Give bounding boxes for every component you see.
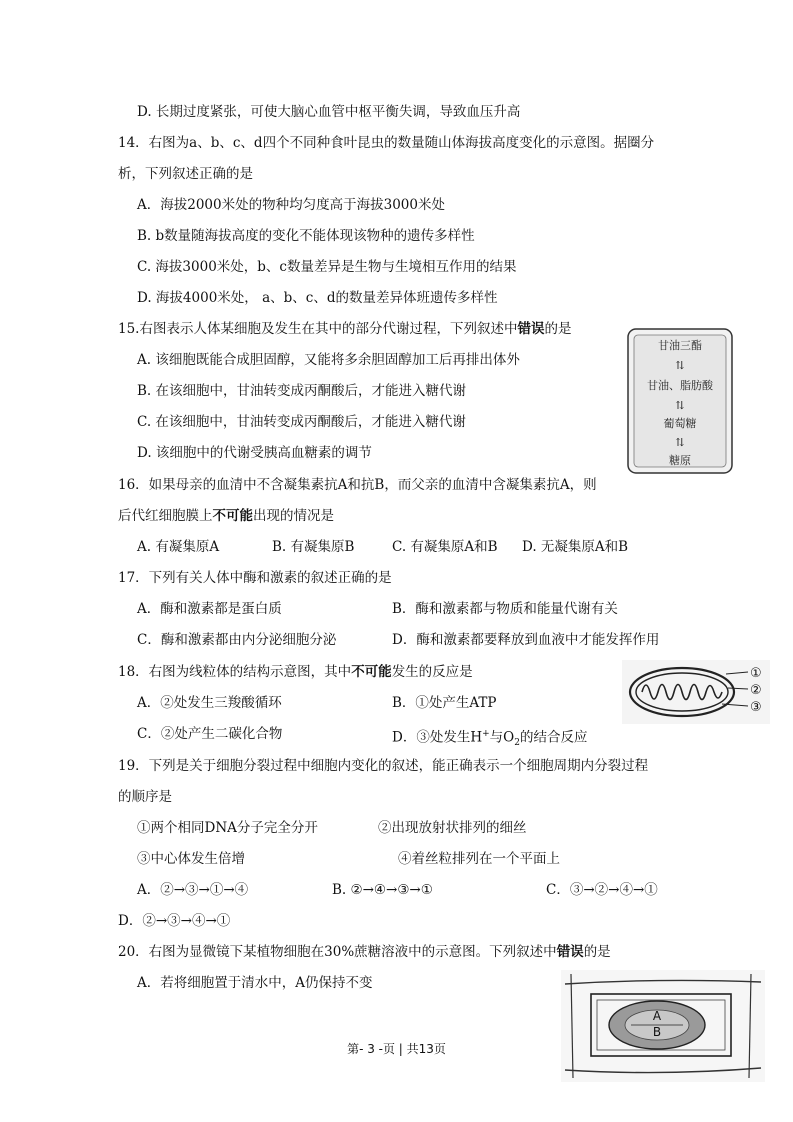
q19-stem-line2: 的顺序是 <box>118 789 172 805</box>
q17-stem: 17．下列有关人体中酶和激素的叙述正确的是 <box>118 570 392 586</box>
q14-option-b: B. b数量随海拔高度的变化不能体现该物种的遗传多样性 <box>137 228 475 244</box>
plant-cell-diagram <box>561 970 765 1082</box>
q17-option-a: A．酶和激素都是蛋白质 <box>137 601 282 617</box>
q15-option-c: C. 在该细胞中，甘油转变成丙酮酸后，才能进入糖代谢 <box>137 414 466 430</box>
diagram-label-triglyceride: 甘油三酯 <box>658 339 702 352</box>
q16-stem-line2: 后代红细胞膜上不可能出现的情况是 <box>118 508 334 524</box>
q19-item-1: ①两个相同DNA分子完全分开 <box>137 820 318 836</box>
diagram-label-glycogen: 糖原 <box>669 454 691 467</box>
q14-option-d: D. 海拔4000米处， a、b、c、d的数量差异体班遗传多样性 <box>137 290 498 306</box>
q19-option-a: A．②→③→①→④ <box>137 882 249 898</box>
q17-option-b: B．酶和激素都与物质和能量代谢有关 <box>392 601 618 617</box>
arrow-up-down-icon: ⇅ <box>675 359 685 372</box>
diagram-label-glycerol-fatty-acid: 甘油、脂肪酸 <box>647 379 713 392</box>
q19-option-c: C．③→②→④→① <box>546 882 658 898</box>
q16-stem-line1: 16．如果母亲的血清中不含凝集素抗A和抗B，而父亲的血清中含凝集素抗A，则 <box>118 477 597 493</box>
q18-option-b: B．①处产生ATP <box>392 695 497 711</box>
label-b: B <box>652 1025 662 1039</box>
mitochondrion-diagram <box>622 660 770 724</box>
q18-stem: 18．右图为线粒体的结构示意图，其中不可能发生的反应是 <box>118 664 473 680</box>
q14-stem-line2: 析，下列叙述正确的是 <box>118 166 253 182</box>
q19-option-d: D．②→③→④→① <box>118 913 231 929</box>
q19-stem-line1: 19．下列是关于细胞分裂过程中细胞内变化的叙述，能正确表示一个细胞周期内分裂过程 <box>118 758 649 774</box>
q13-option-d: D. 长期过度紧张，可使大脑心血管中枢平衡失调，导致血压升高 <box>137 104 521 120</box>
q18-option-d: D．③处发生H+与$O_2$的结合反应 <box>392 729 588 749</box>
q18-option-c: C．②处产生二碳化合物 <box>137 726 283 742</box>
q19-item-4: ④着丝粒排列在一个平面上 <box>398 851 560 867</box>
q15-option-b: B. 在该细胞中，甘油转变成丙酮酸后，才能进入糖代谢 <box>137 383 467 399</box>
diagram-label-glucose: 葡萄糖 <box>663 417 697 430</box>
label-outer-membrane: ① <box>750 666 762 681</box>
label-matrix: ③ <box>750 700 762 715</box>
q16-option-d: D. 无凝集原A和B <box>522 539 629 555</box>
q15-option-a: A. 该细胞既能合成胆固醇，又能将多余胆固醇加工后再排出体外 <box>137 352 520 368</box>
q17-option-d: D．酶和激素都要释放到血液中才能发挥作用 <box>392 632 660 648</box>
q19-item-3: ③中心体发生倍增 <box>137 851 245 867</box>
label-a: A <box>652 1009 662 1023</box>
q18-option-a: A．②处发生三羧酸循环 <box>137 695 282 711</box>
page-number-footer: 第- 3 -页 | 共13页 <box>347 1042 446 1056</box>
label-inner-membrane: ② <box>750 683 762 698</box>
q16-option-c: C. 有凝集原A和B <box>392 539 498 555</box>
metabolism-diagram <box>626 327 734 475</box>
arrow-up-down-icon: ⇅ <box>675 399 685 412</box>
q16-option-a: A. 有凝集原A <box>137 539 220 555</box>
q14-option-a: A．海拔2000米处的物种均匀度高于海拔3000米处 <box>137 197 445 213</box>
q19-item-2: ②出现放射状排列的细丝 <box>378 820 527 836</box>
arrow-up-down-icon: ⇅ <box>675 436 685 449</box>
q20-stem: 20．右图为显微镜下某植物细胞在30%蔗糖溶液中的示意图。下列叙述中错误的是 <box>118 944 611 960</box>
q15-stem: 15.右图表示人体某细胞及发生在其中的部分代谢过程，下列叙述中错误的是 <box>118 321 572 337</box>
q19-option-b: B. ②→④→③→① <box>332 882 433 898</box>
q17-option-c: C．酶和激素都由内分泌细胞分泌 <box>137 632 337 648</box>
q16-option-b: B. 有凝集原B <box>272 539 355 555</box>
q14-stem-line1: 14．右图为a、b、c、d四个不同种食叶昆虫的数量随山体海拔高度变化的示意图。据圈分 <box>118 135 655 151</box>
q14-option-c: C. 海拔3000米处，b、c数量差异是生物与生境相互作用的结果 <box>137 259 517 275</box>
q20-option-a: A．若将细胞置于清水中，A仍保持不变 <box>137 975 373 991</box>
q15-option-d: D. 该细胞中的代谢受胰高血糖素的调节 <box>137 445 372 461</box>
